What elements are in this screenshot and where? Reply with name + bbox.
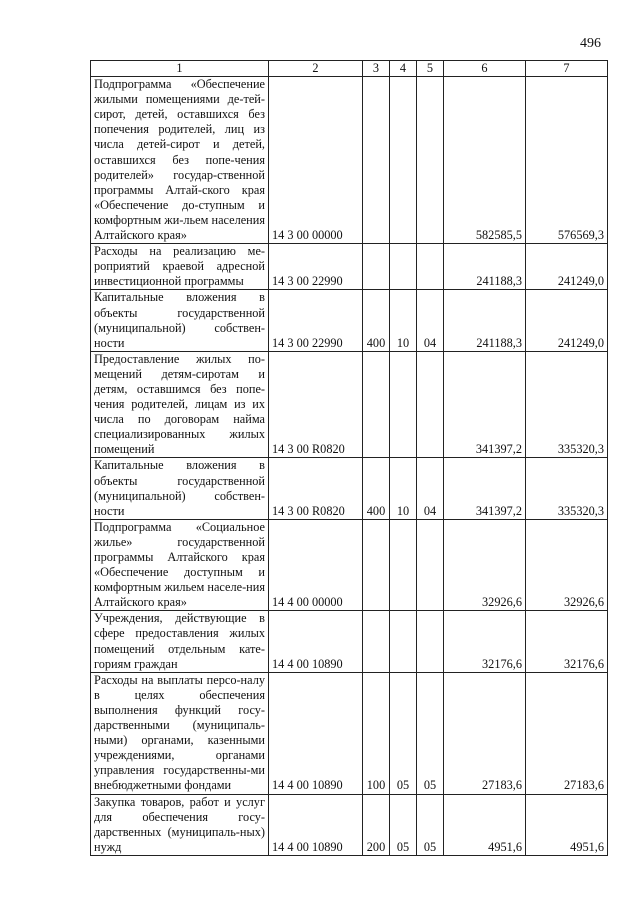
header-cell: 1 [91, 61, 269, 77]
header-cell: 5 [417, 61, 444, 77]
expense-type [363, 244, 390, 290]
table-row [91, 672, 608, 794]
section: 10 [390, 290, 417, 351]
target-code: 14 3 00 00000 [269, 77, 363, 244]
subsection [417, 519, 444, 611]
expense-name: Подпрограмма «Обеспечение жилыми помещениями де-тей-сирот, детей, оставшихся без попечения родителей, лиц из числа детей-сирот и детей, оставшихся без попе-чения родителей» государ-ственной программы Алтай-ского края «Обеспечение до-ступным и комфортным жи-льем населения Алтайского края» [91, 77, 269, 244]
amount-col6: 341397,2 [444, 458, 526, 519]
amount-col7: 32176,6 [526, 611, 608, 672]
target-code: 14 3 00 R0820 [269, 458, 363, 519]
subsection [417, 77, 444, 244]
amount-col7: 27183,6 [526, 672, 608, 794]
header-cell: 3 [363, 61, 390, 77]
target-code: 14 3 00 22990 [269, 244, 363, 290]
amount-col7: 576569,3 [526, 77, 608, 244]
header-cell: 7 [526, 61, 608, 77]
expense-name: Учреждения, действующие в сфере предоставления жилых помещений отдельным кате-гориям граждан [91, 611, 269, 672]
section: 05 [390, 672, 417, 794]
target-code: 14 3 00 R0820 [269, 351, 363, 458]
target-code: 14 4 00 10890 [269, 672, 363, 794]
target-code: 14 4 00 10890 [269, 611, 363, 672]
expense-name: Предоставление жилых по-мещений детям-сиротам и детям, оставшимся без попе-чения родителей, лицам из их числа по договорам найма специализированных жилых помещений [91, 351, 269, 458]
header-cell: 4 [390, 61, 417, 77]
target-code: 14 3 00 22990 [269, 290, 363, 351]
table-row [91, 351, 608, 458]
expense-name: Расходы на выплаты персо-налу в целях обеспечения выполнения функций госу-дарственными (муниципаль-ными) органами, казенными учреждениями, органами управления государственны-ми внебюджетными фондами [91, 672, 269, 794]
header-cell: 6 [444, 61, 526, 77]
expense-type [363, 351, 390, 458]
section [390, 244, 417, 290]
table-row [91, 290, 608, 351]
amount-col6: 241188,3 [444, 290, 526, 351]
table-row [91, 519, 608, 611]
expense-type [363, 77, 390, 244]
target-code: 14 4 00 10890 [269, 794, 363, 855]
amount-col7: 241249,0 [526, 244, 608, 290]
target-code: 14 4 00 00000 [269, 519, 363, 611]
page-number: 496 [580, 36, 601, 51]
table-row [91, 794, 608, 855]
expense-type: 100 [363, 672, 390, 794]
expense-type [363, 611, 390, 672]
expense-name: Капитальные вложения в объекты государственной (муниципальной) собствен-ности [91, 458, 269, 519]
amount-col6: 27183,6 [444, 672, 526, 794]
subsection [417, 351, 444, 458]
section [390, 351, 417, 458]
amount-col6: 582585,5 [444, 77, 526, 244]
expense-type: 200 [363, 794, 390, 855]
header-cell: 2 [269, 61, 363, 77]
amount-col6: 32926,6 [444, 519, 526, 611]
section [390, 77, 417, 244]
section [390, 519, 417, 611]
expense-name: Подпрограмма «Социальное жилье» государственной программы Алтайского края «Обеспечение доступным и комфортным жильем населе-ния Алтайского края» [91, 519, 269, 611]
subsection [417, 244, 444, 290]
table-row [91, 611, 608, 672]
table-row [91, 458, 608, 519]
amount-col6: 4951,6 [444, 794, 526, 855]
expense-type: 400 [363, 290, 390, 351]
section [390, 611, 417, 672]
expense-type: 400 [363, 458, 390, 519]
subsection: 04 [417, 290, 444, 351]
subsection: 05 [417, 672, 444, 794]
expense-name: Закупка товаров, работ и услуг для обеспечения госу-дарственных (муниципаль-ных) нужд [91, 794, 269, 855]
budget-table [90, 60, 608, 856]
amount-col7: 241249,0 [526, 290, 608, 351]
amount-col6: 341397,2 [444, 351, 526, 458]
expense-name: Капитальные вложения в объекты государственной (муниципальной) собствен-ности [91, 290, 269, 351]
subsection: 05 [417, 794, 444, 855]
section: 10 [390, 458, 417, 519]
amount-col7: 32926,6 [526, 519, 608, 611]
subsection [417, 611, 444, 672]
amount-col7: 335320,3 [526, 458, 608, 519]
amount-col6: 32176,6 [444, 611, 526, 672]
table-row [91, 77, 608, 244]
header-row [91, 61, 608, 77]
section: 05 [390, 794, 417, 855]
subsection: 04 [417, 458, 444, 519]
amount-col6: 241188,3 [444, 244, 526, 290]
amount-col7: 335320,3 [526, 351, 608, 458]
expense-name: Расходы на реализацию ме-роприятий краевой адресной инвестиционной программы [91, 244, 269, 290]
expense-type [363, 519, 390, 611]
amount-col7: 4951,6 [526, 794, 608, 855]
table-row [91, 244, 608, 290]
